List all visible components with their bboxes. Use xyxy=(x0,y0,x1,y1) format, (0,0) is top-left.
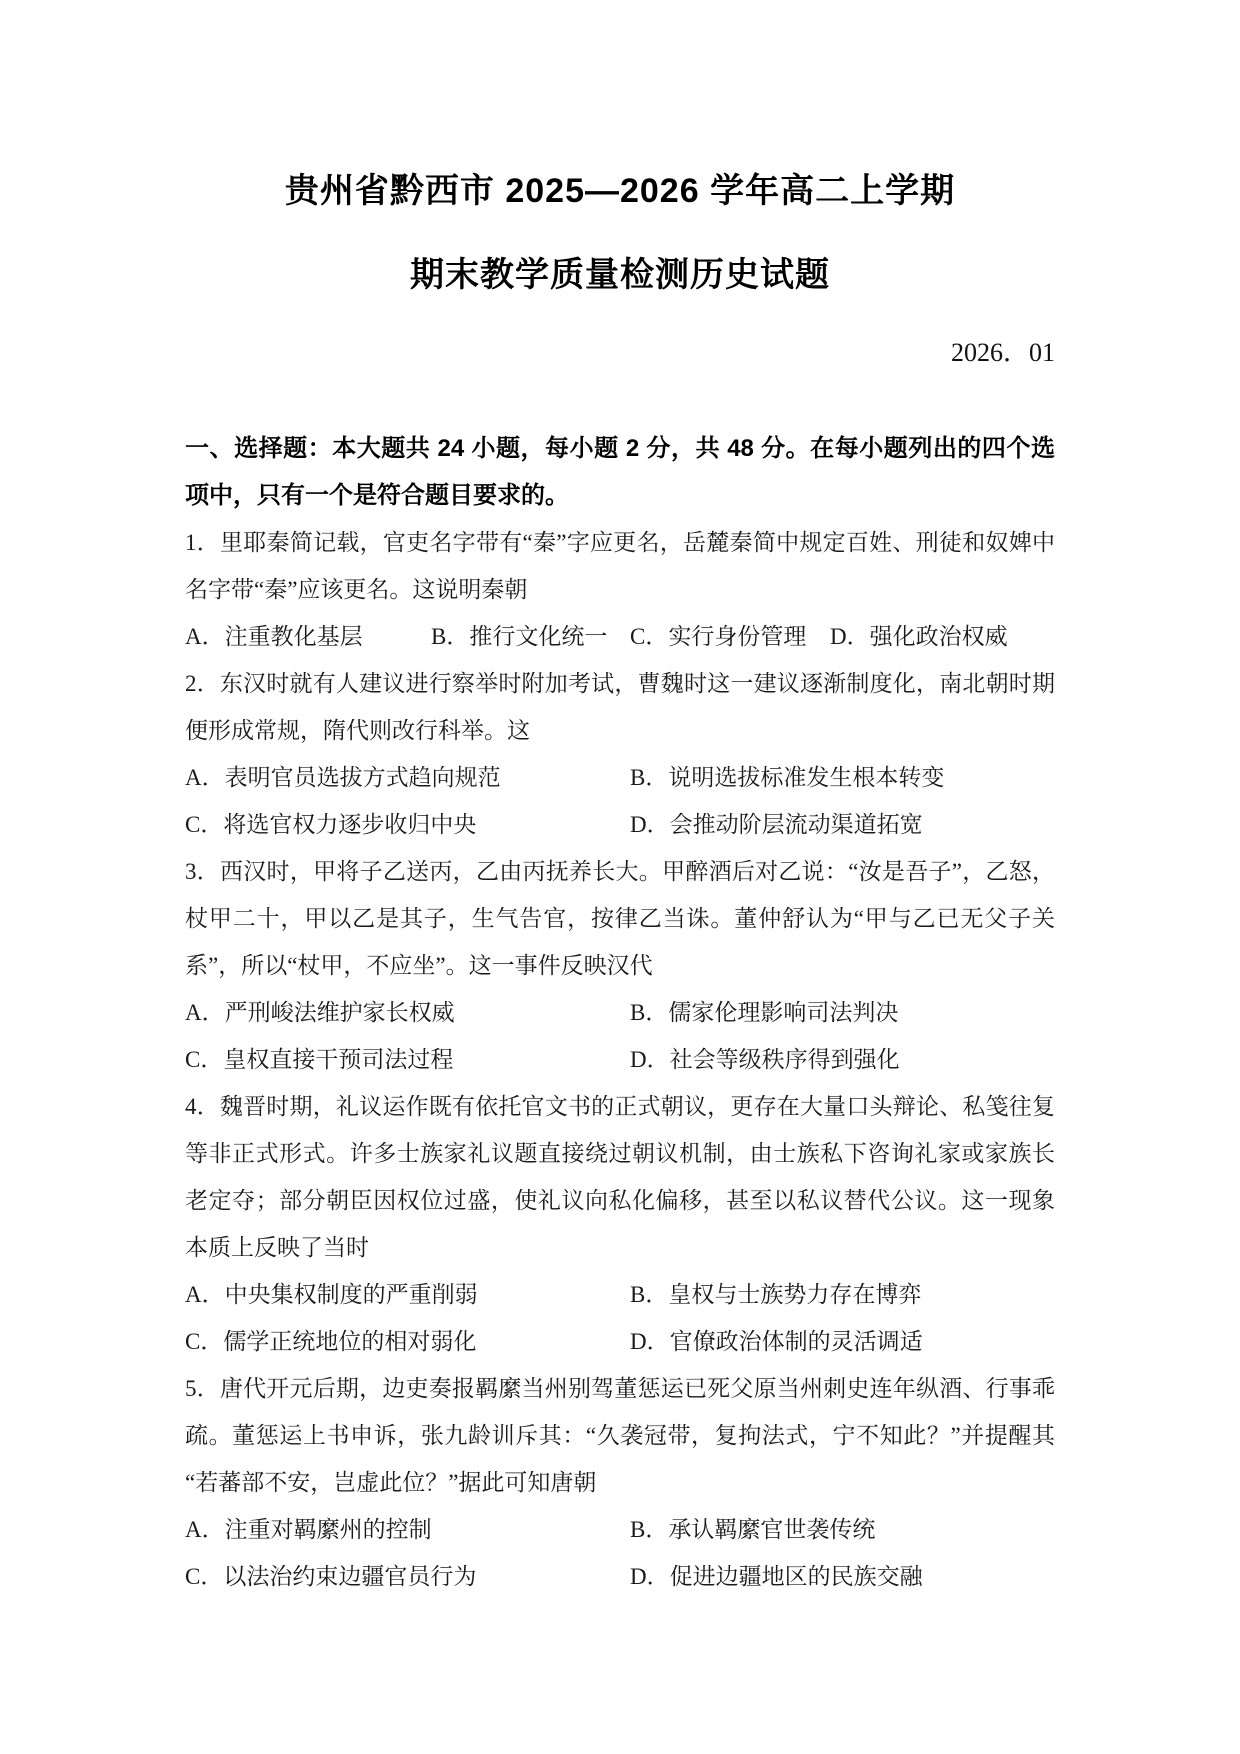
options-row xyxy=(185,1506,1055,1553)
option-a: A．严刑峻法维护家长权威 xyxy=(185,1000,455,1025)
option-b: B．儒家伦理影响司法判决 xyxy=(630,1000,899,1025)
option-c: C．以法治约束边疆官员行为 xyxy=(185,1564,477,1589)
option-b: B．推行文化统一 xyxy=(431,624,608,649)
options-row xyxy=(185,989,1055,1036)
question-stem: 3．西汉时，甲将子乙送丙，乙由丙抚养长大。甲醉酒后对乙说：“汝是吾子”，乙怒，杖甲二十，甲以乙是其子，生气告官，按律乙当诛。董仲舒认为“甲与乙已无父子关系”，所以“杖甲，不应坐”。这一事件反映汉代 xyxy=(185,859,1055,978)
option-a: A．中央集权制度的严重削弱 xyxy=(185,1282,478,1307)
option-d: D．官僚政治体制的灵活调适 xyxy=(630,1329,923,1354)
question-5 xyxy=(185,1365,1055,1600)
option-c: C．实行身份管理 xyxy=(630,624,807,649)
section-header: 一、选择题：本大题共 24 小题，每小题 2 分，共 48 分。在每小题列出的四个选项中，只有一个是符合题目要求的。 xyxy=(185,435,1055,509)
option-b: B．承认羁縻官世袭传统 xyxy=(630,1517,876,1542)
options-row xyxy=(185,1318,1055,1365)
exam-date: 2026．01 xyxy=(950,338,1055,367)
option-c: C．儒学正统地位的相对弱化 xyxy=(185,1329,477,1354)
question-stem: 4．魏晋时期，礼议运作既有依托官文书的正式朝议，更存在大量口头辩论、私笺往复等非正式形式。许多士族家礼议题直接绕过朝议机制，由士族私下咨询礼家或家族长老定夺；部分朝臣因权位过盛，使礼议向私化偏移，甚至以私议替代公议。这一现象本质上反映了当时 xyxy=(185,1094,1055,1260)
option-d: D．会推动阶层流动渠道拓宽 xyxy=(630,812,923,837)
option-c: C．将选官权力逐步收归中央 xyxy=(185,812,477,837)
exam-subtitle: 期末教学质量检测历史试题 xyxy=(410,256,830,294)
options-row xyxy=(185,1036,1055,1083)
option-c: C．皇权直接干预司法过程 xyxy=(185,1047,454,1072)
option-b: B．说明选拔标准发生根本转变 xyxy=(630,765,945,790)
question-3 xyxy=(185,848,1055,1083)
options-row xyxy=(185,754,1055,801)
options-row xyxy=(185,1553,1055,1600)
exam-title: 贵州省黔西市 2025—2026 学年高二上学期 xyxy=(284,172,956,210)
options-row xyxy=(185,801,1055,848)
option-d: D．强化政治权威 xyxy=(830,624,1008,649)
option-a: A．表明官员选拔方式趋向规范 xyxy=(185,765,501,790)
question-stem: 1．里耶秦简记载，官吏名字带有“秦”字应更名，岳麓秦简中规定百姓、刑徒和奴婢中名字带“秦”应该更名。这说明秦朝 xyxy=(185,530,1055,602)
options-row xyxy=(185,613,1055,660)
question-2 xyxy=(185,660,1055,848)
option-a: A．注重对羁縻州的控制 xyxy=(185,1517,432,1542)
question-stem: 2．东汉时就有人建议进行察举时附加考试，曹魏时这一建议逐渐制度化，南北朝时期便形成常规，隋代则改行科举。这 xyxy=(185,671,1055,743)
option-d: D．促进边疆地区的民族交融 xyxy=(630,1564,923,1589)
option-b: B．皇权与士族势力存在博弈 xyxy=(630,1282,922,1307)
question-stem: 5．唐代开元后期，边吏奏报羁縻当州别驾董惩运已死父原当州刺史连年纵酒、行事乖疏。董惩运上书申诉，张九龄训斥其：“久袭冠带，复拘法式，宁不知此？”并提醒其“若蕃部不安，岂虚此位？”据此可知唐朝 xyxy=(185,1376,1055,1495)
question-1 xyxy=(185,519,1055,660)
option-d: D．社会等级秩序得到强化 xyxy=(630,1047,900,1072)
options-row xyxy=(185,1271,1055,1318)
question-4 xyxy=(185,1083,1055,1365)
option-a: A．注重教化基层 xyxy=(185,624,363,649)
